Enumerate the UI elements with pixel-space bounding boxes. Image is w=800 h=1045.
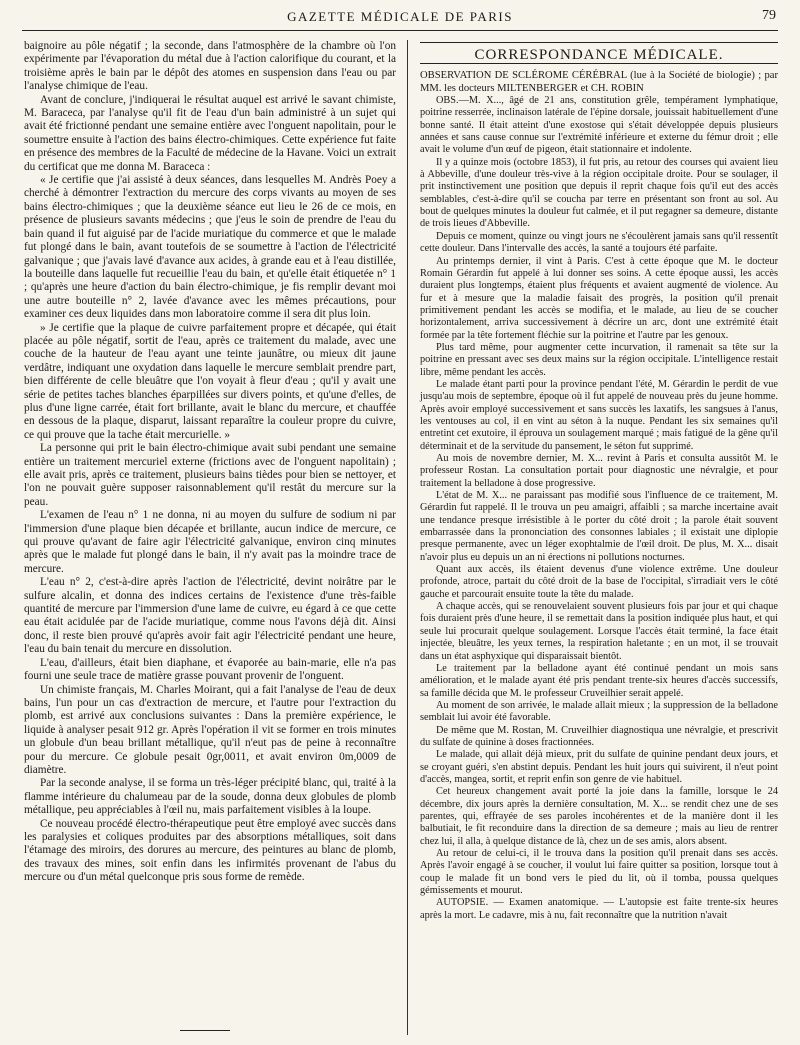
paragraph: L'eau, d'ailleurs, était bien diaphane, et évaporée au bain-marie, elle n'a pas fourni une seule trace de matière grasse pouvant provenir de l'onguent. <box>24 656 396 683</box>
section-title: CORRESPONDANCE MÉDICALE. <box>474 47 724 63</box>
paragraph: Un chimiste français, M. Charles Moirant, qui a fait l'analyse de l'eau de deux bains, l'un pour un cas d'extraction de mercure, et l'autre pour l'extraction du plomb, est arrivé aux conclusions suivantes : Dans la première expérience, le liquide à analyser pesait 912 gr. Après l'opération il vit se former en trois minutes un globule d'un beau brillant métallique, qu'il n'eut pas de peine à reconnaître pour du mercure. Ce globule pesait 0gr,0011, et avait environ 0m,0009 de diamètre. <box>24 683 396 776</box>
paragraph: Ce nouveau procédé électro-thérapeutique peut être employé avec succès dans les paralysies et coliques produites par des absorptions métalliques, soit dans l'étamage des miroirs, des dorures au mercure, des peintures au blanc de plomb, des travaux des mines, soit enfin dans les infirmités provenant de l'abus du mercure ou d'un métal quelconque pris sous forme de remède. <box>24 817 396 884</box>
page-number: 79 <box>762 8 776 23</box>
paragraph: AUTOPSIE. — Examen anatomique. — L'autopsie est faite trente-six heures après la mort. Le cadavre, mis à nu, fait reconnaître que la nutrition n'avait <box>420 897 778 921</box>
paragraph: OBS.—M. X..., âgé de 21 ans, constitution grêle, tempérament lymphatique, poitrine resserrée, inclinaison latérale de l'épine dorsale, jouissait habituellement d'une bonne santé. Il était atteint d'une exostose qui s'était développée depuis plusieurs années et sans cause connue sur l'extrémité inférieure et externe du fémur droit ; elle avait le volume d'un œuf de pigeon, était stationnaire et indolente. <box>420 95 778 156</box>
paragraph: Le traitement par la belladone ayant été continué pendant un mois sans amélioration, et le malade ayant été pris pendant trente-six heures d'accès successifs, sa famille décida que M. le professeur Cruveilhier serait appelé. <box>420 662 778 699</box>
column-divider <box>407 40 408 1035</box>
article-subtitle: OBSERVATION DE SCLÉROME CÉRÉBRAL (lue à la Société de biologie) ; par MM. les docteurs MILTENBERGER et CH. ROBIN <box>420 70 778 94</box>
page-header <box>22 6 778 31</box>
paragraph: « Je certifie que j'ai assisté à deux séances, dans lesquelles M. Andrès Poey a cherché à démontrer l'extraction du mercure des corps vivants au moyen de ses bains électro-chimiques ; que la deuxième séance eut lieu le 26 de ce mois, en présence de plusieurs savants médecins ; que j'eus le soin de prendre de l'eau du bain quand il fut aiguisé par de l'acide muriatique du commerce et que le malade fut plongé dans le bain, avant toutefois de se soumettre à l'action de l'électricité galvanique ; que j'avais lavé d'avance aux acides, à grande eau et à l'eau distillée, la bouteille dans laquelle fut recueillie l'eau du bain, et qu'elle était étiquetée n° 1 ; qu'après une heure d'action du bain électro-chimique, je fis remplir devant moi une autre bouteille n° 2, lavée d'avance avec les mêmes précautions, pour examiner ces deux liquides dans mon laboratoire comme il sera dit plus loin. <box>24 174 396 321</box>
paragraph: baignoire au pôle négatif ; la seconde, dans l'atmosphère de la chambre où l'on expérimente par l'évaporation du métal due à l'action calorifique du courant, et la troisième après le bain par le dépôt des atomes en suspension dans l'eau ou par l'analyse chimique de l'eau. <box>24 40 396 93</box>
paragraph: Quant aux accès, ils étaient devenus d'une violence extrême. Une douleur profonde, atroce, partait du côté droit de la base de l'occipital, s'irradiait vers le côté gauche et parcourait ensuite toute la tête du malade. <box>420 564 778 600</box>
paragraph: Au retour de celui-ci, il le trouva dans la position qu'il prenait dans ses accès. Après l'avoir engagé à se coucher, il voulut lui faire quitter sa position, lorsque tout à coup le malade fit un bond vers le pied du lit, où il tomba, poussa quelques gémissements et mourut. <box>420 848 778 897</box>
paragraph: De même que M. Rostan, M. Cruveilhier diagnostiqua une névralgie, et prescrivit du sulfate de quinine à doses fractionnées. <box>420 724 778 748</box>
paragraph: Depuis ce moment, quinze ou vingt jours ne s'écoulèrent jamais sans qu'il ressentît cette douleur. Dans l'intervalle des accès, la santé a toujours été parfaite. <box>420 230 778 255</box>
paragraph: L'état de M. X... ne paraissant pas modifié sous l'influence de ce traitement, M. Gérardin fut rappelé. Il le trouva un peu amaigri, affaibli ; sa marche incertaine avait une tendance presque irrésistible à le porter du côté droit ; la parole était souvent embarrassée dans la prononciation des consonnes labiales ; il existait une diplopie presque permanente, avec un léger exophtalmie de l'œil droit. De plus, M. X... disait n'avoir plus eu depuis un an ni érections ni pollutions nocturnes. <box>420 490 778 563</box>
section-rule <box>420 42 778 43</box>
paragraph: Au moment de son arrivée, le malade allait mieux ; la suppression de la belladone semblait lui avoir été favorable. <box>420 699 778 724</box>
paragraph: Avant de conclure, j'indiquerai le résultat auquel est arrivé le savant chimiste, M. Baraceca, par l'analyse qu'il fit de l'eau d'un bain administré à un sujet qui avait été frictionné pendant une semaine entière avec l'onguent napolitain, pour le soumettre ensuite à l'action des bains électro-chimiques. Cette expérience fut faite en présence des membres de la Faculté de médecine de la Havane. Voici un extrait du certificat que me donna M. Baraceca : <box>24 93 396 173</box>
paragraph: Le malade étant parti pour la province pendant l'été, M. Gérardin le perdit de vue jusqu'au mois de septembre, époque où il fut appelé de nouveau près du jeune homme. Après avoir employé successivement et sans succès les laxatifs, les sangsues à l'anus, les ventouses au col, il en vint au séton à la nuque. Pendant les six semaines qu'il entretint cet exutoire, il éprouva un soulagement marqué ; mais fatigué de la gêne qu'il déterminait et de la servitude du pansement, le séton fut supprimé. <box>420 378 778 452</box>
paragraph: L'examen de l'eau n° 1 ne donna, ni au moyen du sulfure de sodium ni par l'immersion d'une plaque bien décapée et brillante, aucun indice de mercure, ce qui prouve qu'avant de faire agir l'électricité galvanique, environ cinq minutes après que le malade fut plongé dans le bain, il n'y avait pas la moindre trace de mercure. <box>24 509 396 575</box>
end-rule <box>180 1030 230 1031</box>
paragraph: Le malade, qui allait déjà mieux, prit du sulfate de quinine pendant deux jours, et se croyant guéri, s'en abstint depuis. Pendant les huit jours qui suivirent, il n'eut point d'accès, mangea, sortit, et reprit enfin son genre de vie habituel. <box>420 749 778 785</box>
paragraph: Au printemps dernier, il vint à Paris. C'est à cette époque que M. le docteur Romain Gérardin fut appelé à lui donner ses soins. A cette époque aussi, les accès duraient plus longtemps, étaient plus fréquents et avaient augmenté de violence. Au fur et à mesure que la maladie faisait des progrès, la position qu'il prenait primitivement pendant les accès se modifia, et le malade, au lieu de se coucher horizontalement, arriva successivement à décrire un arc, dont une extrémité était formée par la tête fortement fléchie sur la poitrine et l'autre par les genoux. <box>420 255 778 341</box>
section-rule <box>420 63 778 64</box>
paragraph: L'eau n° 2, c'est-à-dire après l'action de l'électricité, devint noirâtre par le sulfure alcalin, et donna des indices certains de l'existence d'une très-faible quantité de mercure par l'immersion d'une lame de cuivre, eu égard à ce que cette eau était acidulée par de l'acide muriatique, comme nous l'avons déjà dit. Ainsi donc, il reste bien prouvé qu'après avoir fait agir l'électricité pendant une heure, l'eau du bain tenait du mercure en dissolution. <box>24 576 396 656</box>
paragraph: Plus tard même, pour augmenter cette incurvation, il ramenait sa tête sur la poitrine en pressant avec ses deux mains sur la région occipitale. L'intelligence restait libre, même pendant les accès. <box>420 341 778 378</box>
journal-title: GAZETTE MÉDICALE DE PARIS <box>287 9 513 24</box>
paragraph: Cet heureux changement avait porté la joie dans la famille, lorsque le 24 décembre, dix jours après la dernière consultation, M. X... se rendit chez une de ses parentes, qui, effrayée de ses paroles incohérentes et de la manière dont il les balbutiait, le fit reconduire dans la direction de sa demeure ; mais au lieu de rentrer chez lui, il alla, à quelque distance de là, chez un de ses amis, alors absent. <box>420 786 778 847</box>
paragraph: La personne qui prit le bain électro-chimique avait subi pendant une semaine entière un traitement mercuriel externe (frictions avec de l'onguent napolitain) ; elle avait pris, après ce traitement, plusieurs bains tièdes pour bien se nettoyer, et l'on ne pouvait guère supposer raisonnablement qu'il restât du mercure sur la peau. <box>24 442 396 508</box>
paragraph: A chaque accès, qui se renouvelaient souvent plusieurs fois par jour et qui chaque fois duraient près d'une heure, il se remettait dans la position indiquée plus haut, et qui seule lui procurait quelque soulagement. Lorsque l'accès était terminé, la face était injectée, bleuâtre, les yeux ternes, la respiration haletante ; en un mot, il se trouvait dans un état asphyxique qui disparaissait bientôt. <box>420 601 778 662</box>
left-column <box>24 40 396 885</box>
paragraph: Par la seconde analyse, il se forma un très-léger précipité blanc, qui, traité à la flamme intérieure du chalumeau par de la soude, donna deux globules de plomb métallique, peu appréciables à l'œil nu, mais parfaitement visibles à la loupe. <box>24 777 396 817</box>
right-column <box>420 40 778 922</box>
paragraph: » Je certifie que la plaque de cuivre parfaitement propre et décapée, qui était placée au pôle négatif, sortit de l'eau, après ce traitement du malade, avec une couche de la hauteur de l'eau ayant une teinte jaunâtre, ou mieux dit jaune verdâtre, indiquant une oxydation dans laquelle le mercure semblait prendre part, bien différente de celle bleuâtre que l'on voyait à fleur d'eau ; qu'il y avait une série de petites taches blanches éparpillées sur divers points, et qu'une d'elles, de plus d'une ligne carrée, était fort brillante, avait le blanc du mercure, et chauffée en dessous de la plaque, disparut, laissant reparaître la couleur propre du cuivre, ce qui prouve que la tache était mercurielle. » <box>24 321 396 441</box>
paragraph: Au mois de novembre dernier, M. X... revint à Paris et consulta aussitôt M. le professeur Rostan. La consultation portait pour diagnostic une névralgie, et pour traitement la belladone à dose progressive. <box>420 453 778 489</box>
paragraph: Il y a quinze mois (octobre 1853), il fut pris, au retour des courses qui avaient lieu à Abbeville, d'une douleur très-vive à la région occipitale droite. Pour se soulager, il prit instinctivement une position que depuis il reprit chaque fois qu'il eut des accès semblables, c'est-à-dire qu'il se coucha par terre en présentant son front au sol. Au bout de quelques minutes la douleur fut calmée, et il put regagner sa demeure, distante de trois lieues d'Abbeville. <box>420 156 778 230</box>
